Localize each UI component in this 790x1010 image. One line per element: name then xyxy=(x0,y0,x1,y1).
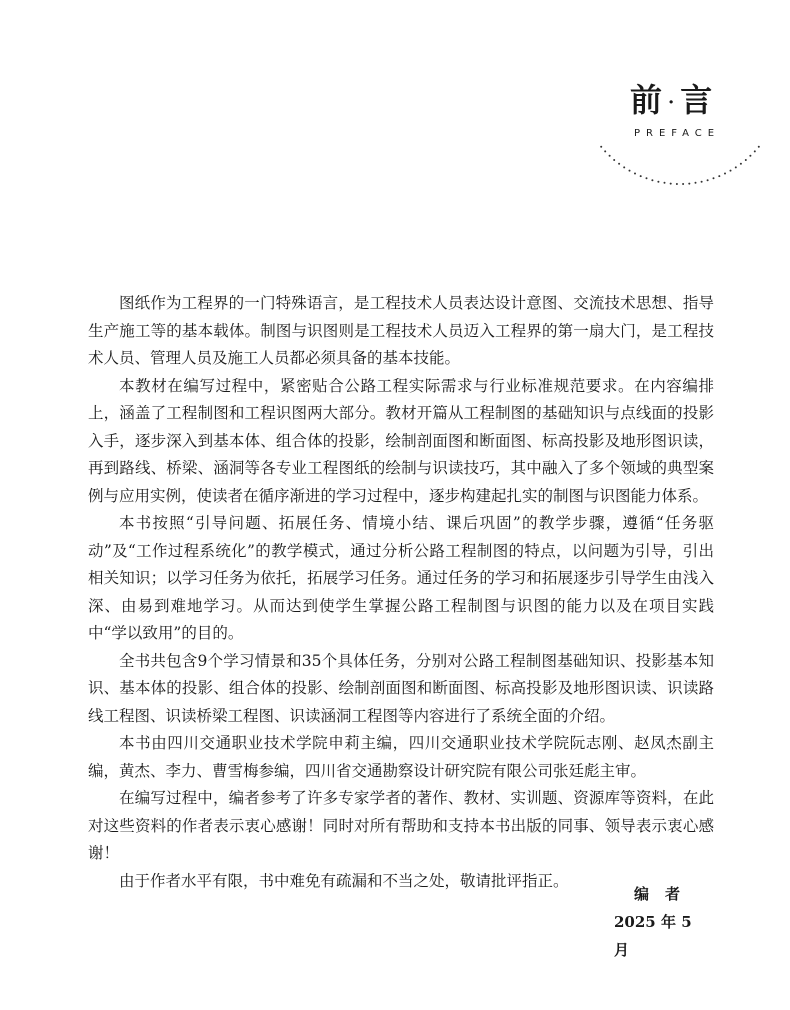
ornament-dot xyxy=(735,166,737,168)
page-subtitle: PREFACE xyxy=(634,128,721,139)
title-separator: · xyxy=(668,91,677,113)
signature-date: 2025 年 5 月 xyxy=(614,913,692,959)
title-char-right: 言 xyxy=(680,81,715,119)
ornament-dot xyxy=(730,170,732,172)
ornament-dot xyxy=(634,173,636,175)
paragraph: 由于作者水平有限，书中难免有疏漏和不当之处，敬请批评指正。 xyxy=(119,871,569,890)
ornament-dot xyxy=(629,170,631,172)
ornament-dot xyxy=(676,183,678,185)
ornament-dot xyxy=(651,179,653,181)
ornament-dot xyxy=(707,179,709,181)
ornament-dot xyxy=(613,159,615,161)
paragraph: 在编写过程中，编者参考了许多专家学者的著作、教材、实训题、资源库等资料，在此对这些资料的作者表示衷心感谢！同时对所有帮助和支持本书出版的同事、领导表示衷心感谢！ xyxy=(88,789,714,862)
ornament-dot xyxy=(688,183,690,185)
signature-block xyxy=(600,880,710,964)
ornament-dot xyxy=(609,155,611,157)
page-title xyxy=(630,80,714,123)
ornament-dot xyxy=(604,150,606,152)
preface-body xyxy=(88,290,714,895)
preface-header xyxy=(600,80,760,190)
ornament-dot xyxy=(640,175,642,177)
ornament-dot xyxy=(600,146,602,148)
ornament-dot xyxy=(758,146,760,148)
ornament-dot xyxy=(740,163,742,165)
paragraph: 图纸作为工程界的一门特殊语言，是工程技术人员表达设计意图、交流技术思想、指导生产施工等的基本载体。制图与识图则是工程技术人员迈入工程界的第一扇大门，是工程技术人员、管理人员及施工人员都必须具备的基本技能。 xyxy=(88,294,714,367)
ornament-dot xyxy=(713,177,715,179)
paragraph: 本教材在编写过程中，紧密贴合公路工程实际需求与行业标准规范要求。在内容编排上，涵盖了工程制图和工程识图两大部分。教材开篇从工程制图的基础知识与点线面的投影入手，逐步深入到基本体、组合体的投影，绘制剖面图和断面图、标高投影及地形图识读，再到路线、桥梁、涵洞等各专业工程图纸的绘制与识读技巧，其中融入了多个领域的典型案例与应用实例，使读者在循序渐进的学习过程中，逐步构建起扎实的制图与识图能力体系。 xyxy=(88,376,714,505)
ornament-dot xyxy=(623,166,625,168)
ornament-dot xyxy=(682,183,684,185)
paragraph: 本书由四川交通职业技术学院申莉主编，四川交通职业技术学院阮志刚、赵凤杰副主编，黄杰、李力、曹雪梅参编，四川省交通勘察设计研究院有限公司张廷彪主审。 xyxy=(88,734,714,780)
ornament-dot xyxy=(749,155,751,157)
ornament-dot xyxy=(718,175,720,177)
title-char-left: 前 xyxy=(630,81,665,119)
ornament-dot xyxy=(745,159,747,161)
ornament-dot xyxy=(646,177,648,179)
dotted-arc-ornament xyxy=(600,142,760,192)
ornament-dot xyxy=(657,181,659,183)
ornament-dot xyxy=(670,183,672,185)
ornament-dot xyxy=(724,173,726,175)
signature-author: 编者 xyxy=(634,885,697,903)
paragraph: 全书共包含9个学习情景和35个具体任务，分别对公路工程制图基础知识、投影基本知识、基本体的投影、组合体的投影、绘制剖面图和断面图、标高投影及地形图识读、识读路线工程图、识读桥梁工程图、识读涵洞工程图等内容进行了系统全面的介绍。 xyxy=(88,651,714,725)
ornament-dot xyxy=(618,163,620,165)
ornament-dot xyxy=(664,182,666,184)
ornament-dot xyxy=(754,150,756,152)
paragraph: 本书按照“引导问题、拓展任务、情境小结、课后巩固”的教学步骤，遵循“任务驱动”及“工作过程系统化”的教学模式，通过分析公路工程制图的特点，以问题为引导，引出相关知识；以学习任务为依托，拓展学习任务。通过任务的学习和拓展逐步引导学生由浅入深、由易到难地学习。从而达到使学生掌握公路工程制图与识图的能力以及在项目实践中“学以致用”的目的。 xyxy=(88,514,714,642)
ornament-dot xyxy=(695,182,697,184)
ornament-dot xyxy=(701,181,703,183)
